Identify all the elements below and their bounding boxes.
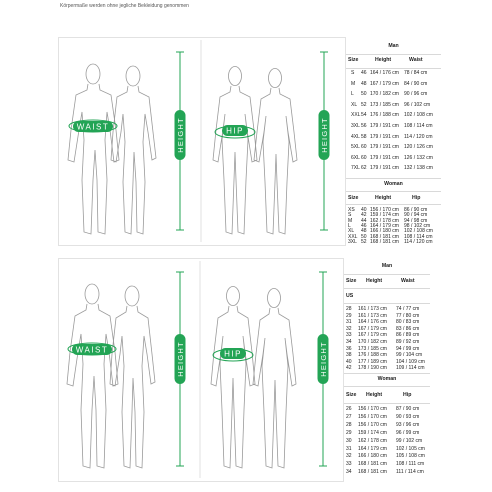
table-cell: 164 / 176 cm xyxy=(370,70,399,76)
table-cell: XL xyxy=(348,228,355,235)
table-cell: 164 / 179 cm xyxy=(358,445,387,452)
table-cell: 164 / 176 cm xyxy=(358,319,387,326)
table-cell: 29 xyxy=(346,429,352,436)
table-cell: 104 / 109 cm xyxy=(396,358,425,365)
table-cell: 132 / 138 cm xyxy=(404,165,433,172)
measurement-note: Körpermaße werden ohne jegliche Bekleidung genommen xyxy=(60,3,189,9)
table-cell: 102 / 105 cm xyxy=(396,445,425,452)
col-height-header: Height xyxy=(366,278,383,284)
table-cell: 27 xyxy=(346,413,352,420)
female-figure-front-icon xyxy=(211,287,255,469)
col-size-header: Size xyxy=(348,195,359,201)
table-cell: 102 / 108 cm xyxy=(404,112,433,119)
table-cell: 78 / 84 cm xyxy=(404,70,428,76)
table-cell: 94 / 99 cm xyxy=(396,345,420,352)
table-cell: 168 / 181 cm xyxy=(358,469,387,476)
table-cell: M xyxy=(351,80,356,87)
woman-title: Woman xyxy=(384,181,403,187)
col-size-header: Size xyxy=(346,278,357,284)
table-cell: 7XL xyxy=(351,165,360,172)
col-height-header: Height xyxy=(366,392,383,398)
table-cell: 86 / 90 cm xyxy=(404,207,428,213)
waist-label: WAIST xyxy=(75,345,109,355)
table-cell: 80 / 83 cm xyxy=(396,319,420,326)
col-waist-header: Waist xyxy=(409,57,423,63)
height-measure-icon xyxy=(175,272,186,466)
table-cell: 56 xyxy=(361,123,367,129)
table-cell: 93 / 96 cm xyxy=(396,421,420,428)
table-cell: 3XL xyxy=(348,238,357,245)
bottom-size-table xyxy=(344,262,430,484)
height-label-bottom-left: HEIGHT xyxy=(176,341,185,377)
table-cell: 167 / 179 cm xyxy=(370,80,399,87)
table-cell: 178 / 190 cm xyxy=(358,365,387,372)
table-cell: 40 xyxy=(346,358,352,365)
table-cell: 96 / 102 cm xyxy=(404,101,431,108)
table-cell: 156 / 170 cm xyxy=(358,421,387,428)
table-cell: 114 / 120 cm xyxy=(404,238,433,245)
table-cell: 173 / 185 cm xyxy=(370,101,399,108)
table-cell: 164 / 179 cm xyxy=(370,222,399,229)
hip-measure-icon xyxy=(213,348,253,361)
table-cell: 179 / 191 cm xyxy=(370,154,399,161)
table-cell: 52 xyxy=(361,238,367,245)
table-cell: 111 / 114 cm xyxy=(396,469,424,476)
table-cell: 179 / 191 cm xyxy=(370,165,399,172)
table-cell: 162 / 178 cm xyxy=(358,437,387,444)
table-cell: S xyxy=(348,212,352,219)
table-cell: S xyxy=(351,70,355,76)
table-cell: 108 / 114 cm xyxy=(404,233,433,240)
table-cell: 166 / 180 cm xyxy=(370,228,399,235)
col-height-header: Height xyxy=(375,57,392,63)
table-cell: XXL xyxy=(351,112,361,119)
table-cell: 179 / 191 cm xyxy=(370,133,399,140)
col-hip-header: Hip xyxy=(403,392,412,398)
man-title: Man xyxy=(381,263,393,269)
table-cell: 114 / 120 cm xyxy=(404,133,433,140)
col-size-header: Size xyxy=(348,57,359,63)
table-cell: 94 / 98 cm xyxy=(404,217,428,224)
table-cell: 105 / 108 cm xyxy=(396,453,425,460)
table-cell: 32 xyxy=(346,453,352,460)
table-cell: 176 / 188 cm xyxy=(370,112,399,119)
table-cell: XXL xyxy=(348,233,358,240)
table-cell: M xyxy=(348,217,353,224)
table-cell: 156 / 170 cm xyxy=(358,413,387,420)
table-cell: 54 xyxy=(361,112,367,119)
table-cell: 34 xyxy=(346,339,352,345)
male-figure-back-icon xyxy=(110,286,155,468)
col-hip-header: Hip xyxy=(412,195,421,201)
man-title: Man xyxy=(388,43,399,49)
table-cell: 166 / 180 cm xyxy=(358,453,387,460)
table-cell: 86 / 89 cm xyxy=(396,332,420,339)
table-cell: 108 / 111 cm xyxy=(396,461,425,468)
height-label-top-right: HEIGHT xyxy=(320,117,329,153)
table-cell: 87 / 90 cm xyxy=(396,406,420,412)
hip-label: HIP xyxy=(224,349,242,359)
table-cell: 156 / 170 cm xyxy=(370,207,399,213)
waist-measure-icon xyxy=(68,343,116,355)
table-cell: 48 xyxy=(361,80,367,87)
table-cell: 5XL xyxy=(351,144,360,151)
hip-label: HIP xyxy=(226,126,244,136)
table-cell: 62 xyxy=(361,165,367,172)
table-cell: 83 / 86 cm xyxy=(396,325,420,332)
table-cell: 170 / 182 cm xyxy=(358,339,387,345)
table-cell: 48 xyxy=(361,228,367,235)
table-cell: 84 / 90 cm xyxy=(404,80,428,87)
table-cell: 46 xyxy=(361,70,367,76)
table-cell: 99 / 102 cm xyxy=(396,437,423,444)
table-cell: 31 xyxy=(346,445,352,452)
table-cell: 33 xyxy=(346,332,352,339)
table-cell: 50 xyxy=(361,233,367,240)
height-measure-icon xyxy=(318,272,329,466)
table-cell: 4XL xyxy=(351,133,360,140)
table-cell: 96 / 99 cm xyxy=(396,429,420,436)
height-label-bottom-right: HEIGHT xyxy=(319,341,328,377)
table-cell: 50 xyxy=(361,91,367,98)
table-cell: 102 / 108 cm xyxy=(404,228,433,235)
table-cell: 170 / 182 cm xyxy=(370,91,399,98)
table-cell: 3XL xyxy=(351,123,360,129)
table-cell: 33 xyxy=(346,461,352,468)
table-cell: 99 / 104 cm xyxy=(396,352,423,359)
col-size-header: Size xyxy=(346,392,357,398)
table-cell: 90 / 94 cm xyxy=(404,212,428,219)
table-cell: 29 xyxy=(346,312,352,319)
table-cell: 6XL xyxy=(351,154,360,161)
table-cell: 90 / 96 cm xyxy=(404,91,428,98)
table-cell: L xyxy=(351,91,354,98)
table-cell: 173 / 185 cm xyxy=(358,345,387,352)
table-cell: 168 / 181 cm xyxy=(370,233,399,240)
table-cell: 46 xyxy=(361,222,367,229)
woman-title: Woman xyxy=(377,376,397,382)
table-cell: 26 xyxy=(346,406,352,412)
table-cell: 34 xyxy=(346,469,352,476)
col-height-header: Height xyxy=(375,195,392,201)
table-cell: 168 / 181 cm xyxy=(370,238,399,245)
table-cell: XL xyxy=(351,101,358,108)
table-cell: 40 xyxy=(361,207,367,213)
table-cell: 176 / 188 cm xyxy=(358,352,387,359)
table-cell: 161 / 173 cm xyxy=(358,306,387,312)
table-cell: 58 xyxy=(361,133,367,140)
table-cell: 168 / 181 cm xyxy=(358,461,387,468)
unit-label: US xyxy=(346,293,354,299)
table-cell: 31 xyxy=(346,319,352,326)
table-cell: 90 / 93 cm xyxy=(396,413,420,420)
table-cell: 52 xyxy=(361,101,367,108)
table-cell: 74 / 77 cm xyxy=(396,306,420,312)
table-cell: 108 / 114 cm xyxy=(404,123,433,129)
waist-label: WAIST xyxy=(76,122,110,132)
table-cell: 30 xyxy=(346,437,352,444)
table-cell: 126 / 132 cm xyxy=(404,154,433,161)
table-cell: 120 / 126 cm xyxy=(404,144,433,151)
table-cell: 161 / 173 cm xyxy=(358,312,387,319)
table-cell: 44 xyxy=(361,217,367,224)
height-label-top-left: HEIGHT xyxy=(176,117,185,153)
table-cell: 109 / 114 cm xyxy=(396,365,425,372)
table-cell: L xyxy=(348,222,351,229)
table-cell: 159 / 174 cm xyxy=(358,429,387,436)
table-cell: 28 xyxy=(346,306,352,312)
table-cell: 179 / 191 cm xyxy=(370,144,399,151)
table-cell: 38 xyxy=(346,352,352,359)
table-cell: XS xyxy=(348,207,355,213)
table-cell: 89 / 92 cm xyxy=(396,339,420,345)
table-cell: 42 xyxy=(346,365,352,372)
table-cell: 32 xyxy=(346,325,352,332)
female-figure-back-icon xyxy=(253,289,296,469)
table-cell: 42 xyxy=(361,212,367,219)
table-cell: 60 xyxy=(361,154,367,161)
table-cell: 179 / 191 cm xyxy=(370,123,399,129)
table-cell: 77 / 80 cm xyxy=(396,312,420,319)
table-cell: 98 / 102 cm xyxy=(404,222,431,229)
table-cell: 36 xyxy=(346,345,352,352)
col-waist-header: Waist xyxy=(401,278,415,284)
table-cell: 28 xyxy=(346,421,352,428)
table-cell: 167 / 179 cm xyxy=(358,332,387,339)
table-cell: 167 / 179 cm xyxy=(358,325,387,332)
table-cell: 162 / 178 cm xyxy=(370,217,399,224)
table-cell: 156 / 170 cm xyxy=(358,406,387,412)
table-cell: 60 xyxy=(361,144,367,151)
table-cell: 177 / 189 cm xyxy=(358,358,387,365)
table-cell: 159 / 174 cm xyxy=(370,212,399,219)
